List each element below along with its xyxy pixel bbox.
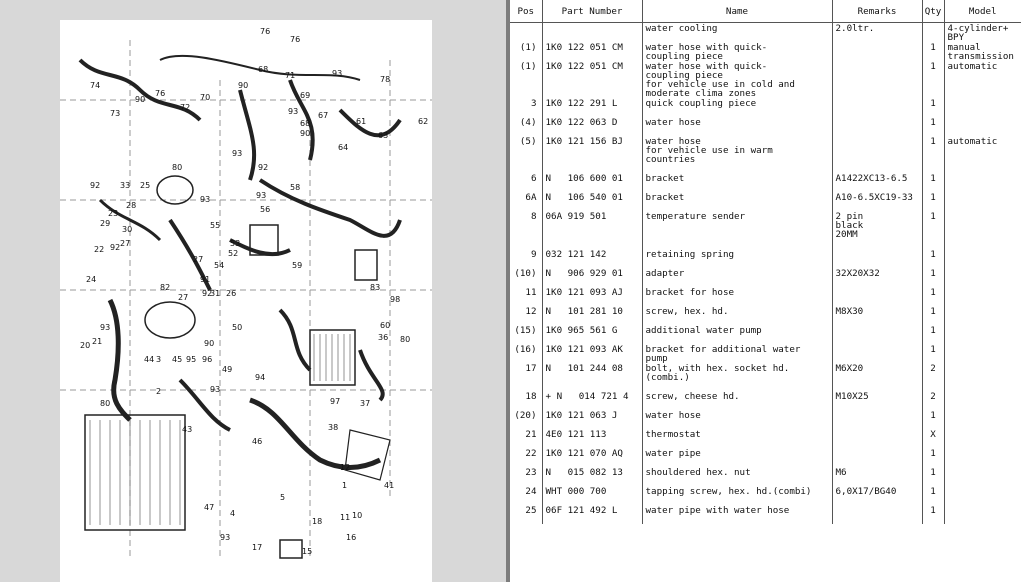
callout-label: 93 <box>100 323 111 332</box>
callout-label: 11 <box>340 513 351 522</box>
cell-qty: 1 <box>922 486 944 505</box>
cell-name: tapping screw, hex. hd.(combi) <box>642 486 832 505</box>
cell-name: screw, hex. hd. <box>642 306 832 325</box>
cell-pos <box>510 23 542 43</box>
cell-part-number: 1K0 121 070 AQ <box>542 448 642 467</box>
cell-pos: 8 <box>510 211 542 249</box>
cell-name: bracket <box>642 173 832 192</box>
table-row <box>510 61 1021 98</box>
callout-label: 90 <box>238 81 249 90</box>
cell-qty: 1 <box>922 249 944 268</box>
cell-remarks: A10-6.5XC19-33 <box>832 192 922 211</box>
cell-model <box>944 98 1021 117</box>
cell-part-number: N 101 281 10 <box>542 306 642 325</box>
cell-pos: 21 <box>510 429 542 448</box>
callout-label: 17 <box>252 543 263 552</box>
cell-pos: (16) <box>510 344 542 363</box>
cell-part-number: N 101 244 08 <box>542 363 642 391</box>
cell-model <box>944 268 1021 287</box>
callout-label: 1 <box>342 481 348 490</box>
callout-label: 78 <box>380 75 391 84</box>
cell-qty: 1 <box>922 173 944 192</box>
cell-remarks <box>832 61 922 98</box>
cell-pos: (20) <box>510 410 542 429</box>
cell-part-number: WHT 000 700 <box>542 486 642 505</box>
cell-remarks <box>832 505 922 524</box>
cell-qty: 1 <box>922 344 944 363</box>
callout-label: 93 <box>200 195 211 204</box>
table-row <box>510 23 1021 43</box>
cell-part-number: 1K0 121 093 AJ <box>542 287 642 306</box>
callout-label: 70 <box>200 93 211 102</box>
callout-label: 64 <box>338 143 349 152</box>
cell-part-number: 032 121 142 <box>542 249 642 268</box>
callout-label: 38 <box>328 423 339 432</box>
cell-pos: 24 <box>510 486 542 505</box>
cell-remarks: M8X30 <box>832 306 922 325</box>
cell-pos: (5) <box>510 136 542 173</box>
cell-part-number: 4E0 121 113 <box>542 429 642 448</box>
cell-name: water pipe <box>642 448 832 467</box>
callout-label: 27 <box>178 293 189 302</box>
cell-remarks <box>832 344 922 363</box>
cell-part-number: + N 014 721 4 <box>542 391 642 410</box>
cell-remarks: A1422XC13-6.5 <box>832 173 922 192</box>
cell-name: additional water pump <box>642 325 832 344</box>
cell-part-number: 1K0 122 063 D <box>542 117 642 136</box>
callout-label: 37 <box>360 399 371 408</box>
callout-label: 63 <box>378 131 389 140</box>
diagram-panel <box>0 0 506 582</box>
cell-model <box>944 363 1021 391</box>
callout-label: 33 <box>120 181 131 190</box>
cell-name: temperature sender <box>642 211 832 249</box>
callout-label: 76 <box>290 35 301 44</box>
callout-label: 68 <box>258 65 269 74</box>
callout-label: 41 <box>384 481 395 490</box>
cell-pos: 25 <box>510 505 542 524</box>
cooling-system-drawing <box>60 20 432 582</box>
cell-name: water hose for vehicle use in warm countries <box>642 136 832 173</box>
cell-qty: 1 <box>922 268 944 287</box>
cell-name: bracket <box>642 192 832 211</box>
cell-pos: (4) <box>510 117 542 136</box>
cell-qty: X <box>922 429 944 448</box>
cell-model <box>944 429 1021 448</box>
cell-model <box>944 325 1021 344</box>
callout-label: 97 <box>330 397 341 406</box>
table-row <box>510 117 1021 136</box>
cell-qty: 1 <box>922 98 944 117</box>
cell-model: automatic <box>947 61 998 72</box>
cell-remarks <box>832 410 922 429</box>
callout-label: 53 <box>230 239 241 248</box>
header-remarks: Remarks <box>832 0 922 23</box>
callout-label: 25 <box>140 181 151 190</box>
cell-part-number <box>542 23 642 43</box>
callout-label: 56 <box>260 205 271 214</box>
cell-model: 4-cylinder+ BPY <box>947 23 1009 42</box>
cell-remarks <box>832 42 922 61</box>
cell-qty: 1 <box>922 211 944 249</box>
callout-label: 28 <box>126 201 137 210</box>
cell-model <box>944 505 1021 524</box>
callout-label: 93 <box>288 107 299 116</box>
callout-label: 46 <box>252 437 263 446</box>
cell-part-number: 1K0 122 291 L <box>542 98 642 117</box>
table-row <box>510 363 1021 391</box>
cell-qty: 1 <box>922 448 944 467</box>
table-header-row <box>510 0 1021 23</box>
cell-remarks: M6 <box>832 467 922 486</box>
callout-label: 22 <box>94 245 105 254</box>
cell-pos: 22 <box>510 448 542 467</box>
table-row <box>510 98 1021 117</box>
cell-qty: 1 <box>922 192 944 211</box>
table-row <box>510 505 1021 524</box>
cell-qty: 1 <box>922 505 944 524</box>
callout-label: 90 <box>300 129 311 138</box>
callout-label: 3 <box>156 355 162 364</box>
cell-name: quick coupling piece <box>642 98 832 117</box>
callout-label: 76 <box>260 27 271 36</box>
callout-label: 60 <box>380 321 391 330</box>
cell-name: water hose <box>642 410 832 429</box>
cell-part-number: 1K0 121 063 J <box>542 410 642 429</box>
table-row <box>510 467 1021 486</box>
callout-label: 27 <box>193 255 204 264</box>
callout-label: 55 <box>210 221 221 230</box>
cell-remarks <box>832 325 922 344</box>
cell-pos: 23 <box>510 467 542 486</box>
cell-model <box>944 287 1021 306</box>
cell-pos: 12 <box>510 306 542 325</box>
callout-label: 74 <box>90 81 101 90</box>
cell-model: manual transmission <box>947 42 1014 61</box>
callout-label: 44 <box>144 355 155 364</box>
cell-part-number: N 015 082 13 <box>542 467 642 486</box>
cell-qty: 1 <box>922 287 944 306</box>
header-model: Model <box>944 0 1021 23</box>
callout-label: 21 <box>92 337 103 346</box>
callout-label: 92 <box>110 243 121 252</box>
callout-label: 16 <box>346 533 357 542</box>
callout-label: 50 <box>232 323 243 332</box>
callout-label: 71 <box>285 71 296 80</box>
callout-label: 23 <box>108 209 119 218</box>
cell-qty: 1 <box>922 61 944 98</box>
table-row <box>510 42 1021 61</box>
callout-label: 82 <box>160 283 171 292</box>
callout-label: 94 <box>255 373 266 382</box>
cell-model: automatic <box>947 136 998 147</box>
cell-qty: 2 <box>922 391 944 410</box>
callout-label: 69 <box>300 91 311 100</box>
callout-label: 93 <box>232 149 243 158</box>
header-name: Name <box>642 0 832 23</box>
callout-label: 73 <box>110 109 121 118</box>
cell-name: bracket for hose <box>642 287 832 306</box>
cell-part-number: 1K0 965 561 G <box>542 325 642 344</box>
cell-model <box>944 117 1021 136</box>
table-row <box>510 287 1021 306</box>
table-row <box>510 173 1021 192</box>
callout-label: 29 <box>100 219 111 228</box>
table-row <box>510 136 1021 173</box>
callout-label: 45 <box>172 355 183 364</box>
cell-remarks <box>832 249 922 268</box>
callout-label: 24 <box>86 275 97 284</box>
callout-label: 20 <box>80 341 91 350</box>
cell-pos: (10) <box>510 268 542 287</box>
cell-model <box>944 391 1021 410</box>
callout-label: 47 <box>204 503 215 512</box>
header-pos: Pos <box>510 0 542 23</box>
callout-label: 83 <box>370 283 381 292</box>
exploded-parts-diagram <box>60 20 432 582</box>
callout-label: 91 <box>200 275 211 284</box>
callout-label: 2 <box>156 387 162 396</box>
cell-name: water cooling <box>642 23 832 43</box>
cell-pos: (1) <box>510 61 542 98</box>
parts-list-panel <box>510 0 1023 582</box>
callout-label: 93 <box>256 191 267 200</box>
callout-label: 31 <box>210 289 221 298</box>
cell-model <box>944 448 1021 467</box>
callout-label: 68 <box>300 119 311 128</box>
header-part-number: Part Number <box>542 0 642 23</box>
callout-label: 61 <box>356 117 367 126</box>
table-row <box>510 249 1021 268</box>
cell-pos: 3 <box>510 98 542 117</box>
callout-label: 59 <box>292 261 303 270</box>
callout-label: 43 <box>182 425 193 434</box>
table-row <box>510 306 1021 325</box>
cell-qty: 1 <box>922 467 944 486</box>
cell-qty: 1 <box>922 410 944 429</box>
table-row <box>510 325 1021 344</box>
cell-model <box>944 192 1021 211</box>
cell-model <box>944 467 1021 486</box>
cell-name: adapter <box>642 268 832 287</box>
cell-pos: 9 <box>510 249 542 268</box>
cell-qty: 1 <box>922 42 944 61</box>
cell-qty <box>922 23 944 43</box>
cell-name: water hose with quick- coupling piece for vehicle use in cold and moderate clima zones <box>642 61 832 98</box>
callout-label: 67 <box>318 111 329 120</box>
callout-label: 92 <box>258 163 269 172</box>
callout-label: 72 <box>180 103 191 112</box>
table-row <box>510 410 1021 429</box>
cell-remarks <box>832 98 922 117</box>
cell-qty: 1 <box>922 117 944 136</box>
cell-part-number: N 906 929 01 <box>542 268 642 287</box>
cell-pos: (15) <box>510 325 542 344</box>
cell-qty: 2 <box>922 363 944 391</box>
callout-label: 18 <box>312 517 323 526</box>
table-row <box>510 391 1021 410</box>
cell-model <box>944 211 1021 249</box>
callout-label: 76 <box>155 89 166 98</box>
callout-label: 5 <box>280 493 286 502</box>
table-row <box>510 486 1021 505</box>
callout-label: 93 <box>332 69 343 78</box>
cell-remarks: 2.0ltr. <box>832 23 922 43</box>
callout-label: 12 <box>340 463 351 472</box>
cell-remarks: M6X20 <box>832 363 922 391</box>
table-row <box>510 344 1021 363</box>
cell-pos: 6 <box>510 173 542 192</box>
callout-label: 27 <box>120 239 131 248</box>
callout-label: 80 <box>172 163 183 172</box>
cell-remarks: M10X25 <box>832 391 922 410</box>
callout-label: 36 <box>378 333 389 342</box>
table-row <box>510 211 1021 249</box>
table-row <box>510 192 1021 211</box>
cell-pos: (1) <box>510 42 542 61</box>
cell-remarks <box>832 448 922 467</box>
cell-part-number: 06A 919 501 <box>542 211 642 249</box>
cell-part-number: 1K0 122 051 CM <box>542 42 642 61</box>
cell-pos: 18 <box>510 391 542 410</box>
cell-model <box>944 486 1021 505</box>
callout-label: 58 <box>290 183 301 192</box>
cell-remarks <box>832 136 922 173</box>
callout-label: 54 <box>214 261 225 270</box>
cell-model <box>944 306 1021 325</box>
cell-name: water pipe with water hose <box>642 505 832 524</box>
parts-table <box>510 0 1021 524</box>
callout-label: 49 <box>222 365 233 374</box>
cell-qty: 1 <box>922 325 944 344</box>
callout-label: 26 <box>226 289 237 298</box>
table-row <box>510 448 1021 467</box>
callout-label: 30 <box>122 225 133 234</box>
callout-label: 93 <box>210 385 221 394</box>
cell-name: bracket for additional water pump <box>642 344 832 363</box>
cell-remarks <box>832 287 922 306</box>
cell-part-number: N 106 600 01 <box>542 173 642 192</box>
cell-part-number: 1K0 121 156 BJ <box>542 136 642 173</box>
cell-pos: 11 <box>510 287 542 306</box>
cell-remarks: 32X20X32 <box>832 268 922 287</box>
callout-label: 92 <box>202 289 213 298</box>
cell-part-number: N 106 540 01 <box>542 192 642 211</box>
callout-label: 80 <box>400 335 411 344</box>
cell-remarks: 2 pin black 20MM <box>832 211 922 249</box>
cell-name: water hose with quick- coupling piece <box>642 42 832 61</box>
cell-part-number: 06F 121 492 L <box>542 505 642 524</box>
callout-label: 15 <box>302 547 313 556</box>
cell-remarks <box>832 429 922 448</box>
cell-remarks: 6,0X17/BG40 <box>832 486 922 505</box>
cell-part-number: 1K0 122 051 CM <box>542 61 642 98</box>
cell-model <box>944 249 1021 268</box>
cell-name: thermostat <box>642 429 832 448</box>
cell-name: shouldered hex. nut <box>642 467 832 486</box>
table-row <box>510 429 1021 448</box>
callout-label: 92 <box>90 181 101 190</box>
callout-label: 90 <box>204 339 215 348</box>
cell-name: retaining spring <box>642 249 832 268</box>
cell-part-number: 1K0 121 093 AK <box>542 344 642 363</box>
cell-model <box>944 344 1021 363</box>
cell-model <box>944 173 1021 192</box>
cell-qty: 1 <box>922 306 944 325</box>
cell-remarks <box>832 117 922 136</box>
cell-qty: 1 <box>922 136 944 173</box>
callout-label: 4 <box>230 509 236 518</box>
cell-name: water hose <box>642 117 832 136</box>
callout-label: 90 <box>135 95 146 104</box>
callout-label: 10 <box>352 511 363 520</box>
table-row <box>510 268 1021 287</box>
cell-name: screw, cheese hd. <box>642 391 832 410</box>
cell-model <box>944 410 1021 429</box>
callout-label: 96 <box>202 355 213 364</box>
callout-label: 95 <box>186 355 197 364</box>
cell-pos: 6A <box>510 192 542 211</box>
callout-label: 93 <box>220 533 231 542</box>
callout-label: 62 <box>418 117 429 126</box>
callout-label: 98 <box>390 295 401 304</box>
header-qty: Qty <box>922 0 944 23</box>
callout-label: 52 <box>228 249 239 258</box>
callout-label: 80 <box>100 399 111 408</box>
cell-pos: 17 <box>510 363 542 391</box>
cell-name: bolt, with hex. socket hd. (combi.) <box>642 363 832 391</box>
